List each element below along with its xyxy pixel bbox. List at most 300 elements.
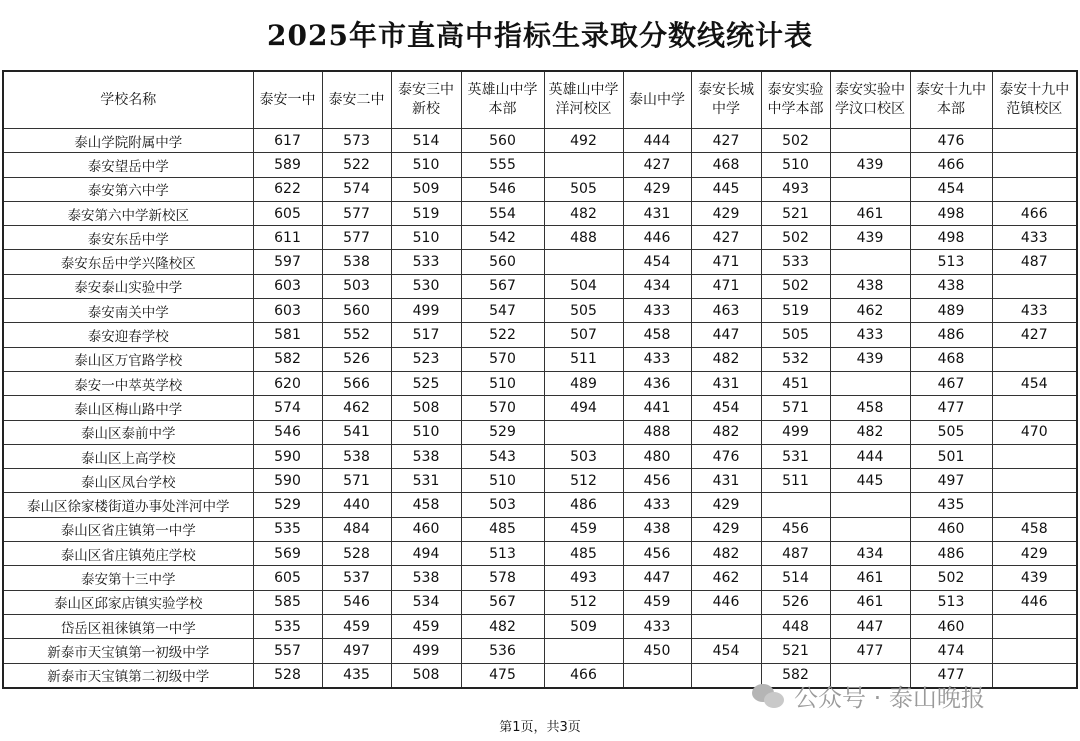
score-cell: 538 [322, 444, 391, 468]
score-cell: 444 [830, 444, 910, 468]
score-cell: 444 [623, 129, 691, 153]
score-cell: 512 [544, 469, 623, 493]
score-cell: 458 [830, 396, 910, 420]
table-row [3, 371, 1077, 395]
score-cell: 477 [830, 639, 910, 663]
score-cell [992, 177, 1077, 201]
score-cell: 482 [691, 347, 761, 371]
score-cell: 448 [761, 614, 830, 638]
score-cell: 560 [322, 299, 391, 323]
score-cell: 468 [910, 347, 992, 371]
score-cell: 590 [253, 469, 322, 493]
score-cell: 567 [461, 590, 544, 614]
score-cell: 466 [910, 153, 992, 177]
score-cell: 461 [830, 590, 910, 614]
score-cell: 454 [992, 371, 1077, 395]
score-cell: 503 [461, 493, 544, 517]
score-cell: 487 [992, 250, 1077, 274]
score-cell [691, 614, 761, 638]
score-cell: 574 [253, 396, 322, 420]
score-cell: 578 [461, 566, 544, 590]
score-cell: 502 [761, 129, 830, 153]
score-cell: 497 [910, 469, 992, 493]
score-cell: 441 [623, 396, 691, 420]
page-title: 2025年市直高中指标生录取分数线统计表 [267, 19, 813, 52]
score-cell: 502 [910, 566, 992, 590]
score-cell: 560 [461, 250, 544, 274]
score-cell [830, 129, 910, 153]
score-cell: 529 [461, 420, 544, 444]
score-cell: 427 [992, 323, 1077, 347]
score-cell: 446 [992, 590, 1077, 614]
score-cell [544, 639, 623, 663]
score-cell: 510 [391, 420, 461, 444]
score-cell: 497 [322, 639, 391, 663]
score-cell: 611 [253, 226, 322, 250]
score-cell: 494 [391, 542, 461, 566]
score-cell: 620 [253, 371, 322, 395]
score-cell: 435 [910, 493, 992, 517]
table-row [3, 517, 1077, 541]
score-cell: 459 [322, 614, 391, 638]
score-cell: 439 [830, 226, 910, 250]
score-cell: 471 [691, 274, 761, 298]
score-cell: 546 [461, 177, 544, 201]
score-cell: 429 [691, 517, 761, 541]
score-cell: 446 [691, 590, 761, 614]
score-cell: 438 [830, 274, 910, 298]
score-cell: 525 [391, 371, 461, 395]
score-cell: 486 [544, 493, 623, 517]
score-cell: 526 [761, 590, 830, 614]
score-cell: 459 [391, 614, 461, 638]
table-row [3, 153, 1077, 177]
score-cell: 454 [691, 639, 761, 663]
score-cell: 499 [391, 299, 461, 323]
wechat-icon [752, 682, 786, 710]
table-row [3, 469, 1077, 493]
score-cell [761, 493, 830, 517]
score-cell: 519 [761, 299, 830, 323]
score-cell: 431 [691, 371, 761, 395]
score-cell: 567 [461, 274, 544, 298]
score-cell [992, 274, 1077, 298]
score-cell: 461 [830, 201, 910, 225]
score-cell: 535 [253, 614, 322, 638]
score-cell: 456 [623, 469, 691, 493]
score-cell: 503 [544, 444, 623, 468]
school-name-cell: 泰山区万官路学校 [3, 347, 253, 371]
score-cell: 433 [623, 493, 691, 517]
school-name-cell: 泰安第六中学 [3, 177, 253, 201]
table-row [3, 274, 1077, 298]
school-name-cell: 泰山区省庄镇第一中学 [3, 517, 253, 541]
score-cell: 508 [391, 396, 461, 420]
score-cell: 552 [322, 323, 391, 347]
score-cell: 488 [544, 226, 623, 250]
score-cell: 439 [830, 153, 910, 177]
score-cell: 510 [391, 226, 461, 250]
score-cell: 462 [830, 299, 910, 323]
header-column: 泰山中学 [623, 71, 691, 129]
score-cell: 482 [691, 420, 761, 444]
score-cell: 566 [322, 371, 391, 395]
score-cell: 512 [544, 590, 623, 614]
score-cell [830, 177, 910, 201]
school-name-cell: 泰山区徐家楼街道办事处泮河中学 [3, 493, 253, 517]
score-cell: 431 [623, 201, 691, 225]
school-name-cell: 泰安迎春学校 [3, 323, 253, 347]
score-cell: 494 [544, 396, 623, 420]
score-cell: 511 [761, 469, 830, 493]
score-cell: 574 [322, 177, 391, 201]
score-cell: 467 [910, 371, 992, 395]
score-cell: 447 [691, 323, 761, 347]
score-cell: 498 [910, 226, 992, 250]
score-cell: 582 [253, 347, 322, 371]
school-name-cell: 泰安南关中学 [3, 299, 253, 323]
score-cell: 433 [623, 347, 691, 371]
score-cell: 571 [322, 469, 391, 493]
score-cell: 517 [391, 323, 461, 347]
school-name-cell: 泰山区泰前中学 [3, 420, 253, 444]
score-cell: 477 [910, 396, 992, 420]
school-name-cell: 泰山区邱家店镇实验学校 [3, 590, 253, 614]
table-row [3, 347, 1077, 371]
school-name-cell: 泰山学院附属中学 [3, 129, 253, 153]
table-row [3, 614, 1077, 638]
header-column: 泰安十九中 范镇校区 [992, 71, 1077, 129]
score-cell: 605 [253, 566, 322, 590]
score-cell: 509 [391, 177, 461, 201]
score-cell: 485 [544, 542, 623, 566]
score-cell: 427 [691, 129, 761, 153]
school-name-cell: 岱岳区祖徕镇第一中学 [3, 614, 253, 638]
score-cell: 589 [253, 153, 322, 177]
score-cell: 622 [253, 177, 322, 201]
score-cell: 522 [461, 323, 544, 347]
score-cell: 474 [910, 639, 992, 663]
score-cell: 429 [691, 201, 761, 225]
score-cell: 463 [691, 299, 761, 323]
school-name-cell: 泰山区凤台学校 [3, 469, 253, 493]
score-cell: 476 [691, 444, 761, 468]
table-row [3, 299, 1077, 323]
score-cell: 434 [623, 274, 691, 298]
score-cell: 468 [691, 153, 761, 177]
score-cell: 505 [544, 177, 623, 201]
table-row [3, 590, 1077, 614]
score-cell: 461 [830, 566, 910, 590]
score-cell [992, 614, 1077, 638]
school-name-cell: 新泰市天宝镇第一初级中学 [3, 639, 253, 663]
score-cell: 454 [623, 250, 691, 274]
score-cell: 546 [253, 420, 322, 444]
score-cell: 570 [461, 396, 544, 420]
score-cell: 460 [910, 614, 992, 638]
score-cell: 438 [623, 517, 691, 541]
score-cell: 489 [910, 299, 992, 323]
score-cell [992, 469, 1077, 493]
score-cell: 445 [691, 177, 761, 201]
score-cell: 547 [461, 299, 544, 323]
header-column: 泰安二中 [322, 71, 391, 129]
page-footer: 第1页，共3页 [499, 720, 581, 735]
score-cell: 456 [761, 517, 830, 541]
header-column: 泰安实验 中学本部 [761, 71, 830, 129]
score-cell: 489 [544, 371, 623, 395]
score-cell: 462 [322, 396, 391, 420]
score-cell: 466 [544, 663, 623, 688]
score-cell: 519 [391, 201, 461, 225]
table-row [3, 420, 1077, 444]
score-cell: 543 [461, 444, 544, 468]
score-cell: 573 [322, 129, 391, 153]
score-cell: 605 [253, 201, 322, 225]
score-cell: 514 [391, 129, 461, 153]
score-cell [992, 396, 1077, 420]
score-cell: 451 [761, 371, 830, 395]
score-cell: 577 [322, 201, 391, 225]
score-cell: 570 [461, 347, 544, 371]
score-cell: 436 [623, 371, 691, 395]
score-cell: 528 [253, 663, 322, 688]
score-cell: 433 [992, 299, 1077, 323]
score-cell: 509 [544, 614, 623, 638]
header-column: 泰安一中 [253, 71, 322, 129]
score-cell: 440 [322, 493, 391, 517]
school-name-cell: 泰安东岳中学 [3, 226, 253, 250]
score-cell: 460 [910, 517, 992, 541]
score-cell: 581 [253, 323, 322, 347]
score-cell: 542 [461, 226, 544, 250]
score-cell: 557 [253, 639, 322, 663]
score-cell: 533 [391, 250, 461, 274]
score-cell: 522 [322, 153, 391, 177]
score-cell: 541 [322, 420, 391, 444]
score-cell: 480 [623, 444, 691, 468]
score-cell [992, 639, 1077, 663]
score-cell [992, 347, 1077, 371]
score-cell: 503 [322, 274, 391, 298]
score-cell: 531 [761, 444, 830, 468]
header-column: 英雄山中学 本部 [461, 71, 544, 129]
score-cell: 571 [761, 396, 830, 420]
score-cell: 498 [910, 201, 992, 225]
score-cell: 450 [623, 639, 691, 663]
school-name-cell: 泰山区省庄镇苑庄学校 [3, 542, 253, 566]
score-cell: 435 [322, 663, 391, 688]
score-cell: 482 [830, 420, 910, 444]
score-cell: 456 [623, 542, 691, 566]
score-cell: 427 [623, 153, 691, 177]
header-column: 泰安实验中 学汶口校区 [830, 71, 910, 129]
score-cell: 485 [461, 517, 544, 541]
school-name-cell: 泰山区上高学校 [3, 444, 253, 468]
score-cell: 501 [910, 444, 992, 468]
score-cell: 582 [761, 663, 830, 688]
header-column: 泰安长城 中学 [691, 71, 761, 129]
score-cell: 447 [623, 566, 691, 590]
score-cell: 447 [830, 614, 910, 638]
score-cell: 528 [322, 542, 391, 566]
score-cell: 459 [623, 590, 691, 614]
score-cell: 471 [691, 250, 761, 274]
score-cell: 510 [391, 153, 461, 177]
table-row [3, 542, 1077, 566]
table-row [3, 323, 1077, 347]
score-cell: 523 [391, 347, 461, 371]
score-cell: 534 [391, 590, 461, 614]
school-name-cell: 泰山区梅山路中学 [3, 396, 253, 420]
score-cell: 597 [253, 250, 322, 274]
score-cell: 446 [623, 226, 691, 250]
score-cell: 486 [910, 542, 992, 566]
score-cell: 454 [910, 177, 992, 201]
score-cell: 458 [391, 493, 461, 517]
score-cell: 459 [544, 517, 623, 541]
score-cell: 431 [691, 469, 761, 493]
score-cell: 502 [761, 226, 830, 250]
score-cell: 530 [391, 274, 461, 298]
score-cell: 429 [992, 542, 1077, 566]
score-cell [830, 493, 910, 517]
score-cell: 585 [253, 590, 322, 614]
score-cell: 484 [322, 517, 391, 541]
score-cell: 505 [910, 420, 992, 444]
table-row [3, 639, 1077, 663]
watermark [752, 678, 985, 713]
score-cell: 560 [461, 129, 544, 153]
table-row [3, 129, 1077, 153]
score-cell: 429 [691, 493, 761, 517]
score-cell: 536 [461, 639, 544, 663]
table-row [3, 444, 1077, 468]
table-row [3, 177, 1077, 201]
score-cell: 538 [391, 566, 461, 590]
table-row [3, 396, 1077, 420]
school-name-cell: 泰安望岳中学 [3, 153, 253, 177]
score-cell: 617 [253, 129, 322, 153]
score-cell: 445 [830, 469, 910, 493]
score-cell: 482 [691, 542, 761, 566]
score-cell: 533 [761, 250, 830, 274]
score-cell: 577 [322, 226, 391, 250]
score-cell: 458 [623, 323, 691, 347]
score-cell: 434 [830, 542, 910, 566]
score-cell: 538 [322, 250, 391, 274]
table-row [3, 493, 1077, 517]
score-cell: 526 [322, 347, 391, 371]
score-cell: 603 [253, 274, 322, 298]
score-cell: 433 [623, 614, 691, 638]
score-cell: 513 [910, 590, 992, 614]
school-name-cell: 泰安泰山实验中学 [3, 274, 253, 298]
score-cell: 510 [761, 153, 830, 177]
score-cell: 504 [544, 274, 623, 298]
score-cell: 454 [691, 396, 761, 420]
score-cell [992, 444, 1077, 468]
score-cell [623, 663, 691, 688]
score-cell: 514 [761, 566, 830, 590]
score-cell: 508 [391, 663, 461, 688]
table-row [3, 226, 1077, 250]
score-cell: 458 [992, 517, 1077, 541]
score-cell: 505 [544, 299, 623, 323]
score-cell: 482 [461, 614, 544, 638]
score-cell [992, 493, 1077, 517]
score-cell: 555 [461, 153, 544, 177]
school-name-cell: 泰安第六中学新校区 [3, 201, 253, 225]
score-cell: 507 [544, 323, 623, 347]
score-cell: 502 [761, 274, 830, 298]
score-cell: 438 [910, 274, 992, 298]
score-cell: 529 [253, 493, 322, 517]
score-cell: 427 [691, 226, 761, 250]
score-cell: 505 [761, 323, 830, 347]
score-cell: 569 [253, 542, 322, 566]
table-row [3, 201, 1077, 225]
score-cell: 513 [461, 542, 544, 566]
score-cell [992, 663, 1077, 688]
score-cell: 486 [910, 323, 992, 347]
school-name-cell: 泰安东岳中学兴隆校区 [3, 250, 253, 274]
score-cell [691, 663, 761, 688]
header-school-name: 学校名称 [3, 71, 253, 129]
score-cell: 487 [761, 542, 830, 566]
score-cell: 603 [253, 299, 322, 323]
school-name-cell: 泰安一中萃英学校 [3, 371, 253, 395]
score-cell: 510 [461, 371, 544, 395]
score-cell [830, 371, 910, 395]
score-cell: 460 [391, 517, 461, 541]
score-cell: 466 [992, 201, 1077, 225]
score-cell: 590 [253, 444, 322, 468]
table-row [3, 250, 1077, 274]
score-cell: 476 [910, 129, 992, 153]
score-cell: 433 [623, 299, 691, 323]
score-cell: 439 [830, 347, 910, 371]
score-cell: 433 [992, 226, 1077, 250]
school-name-cell: 泰安第十三中学 [3, 566, 253, 590]
score-cell: 511 [544, 347, 623, 371]
score-cell: 493 [544, 566, 623, 590]
score-cell: 488 [623, 420, 691, 444]
watermark-text: 公众号 · 泰山晚报 [794, 684, 985, 712]
score-cell: 477 [910, 663, 992, 688]
score-cell: 462 [691, 566, 761, 590]
score-cell [830, 517, 910, 541]
header-column: 泰安三中 新校 [391, 71, 461, 129]
score-cell: 521 [761, 639, 830, 663]
score-cell [992, 129, 1077, 153]
score-cell: 493 [761, 177, 830, 201]
score-cell: 492 [544, 129, 623, 153]
table-row [3, 566, 1077, 590]
score-cell: 531 [391, 469, 461, 493]
score-cell: 535 [253, 517, 322, 541]
score-cell [544, 250, 623, 274]
school-name-cell: 新泰市天宝镇第二初级中学 [3, 663, 253, 688]
score-cell: 482 [544, 201, 623, 225]
score-cell: 532 [761, 347, 830, 371]
score-cell: 439 [992, 566, 1077, 590]
header-column: 泰安十九中 本部 [910, 71, 992, 129]
score-cell: 538 [391, 444, 461, 468]
score-cell [830, 250, 910, 274]
score-cell: 499 [761, 420, 830, 444]
score-cell: 537 [322, 566, 391, 590]
